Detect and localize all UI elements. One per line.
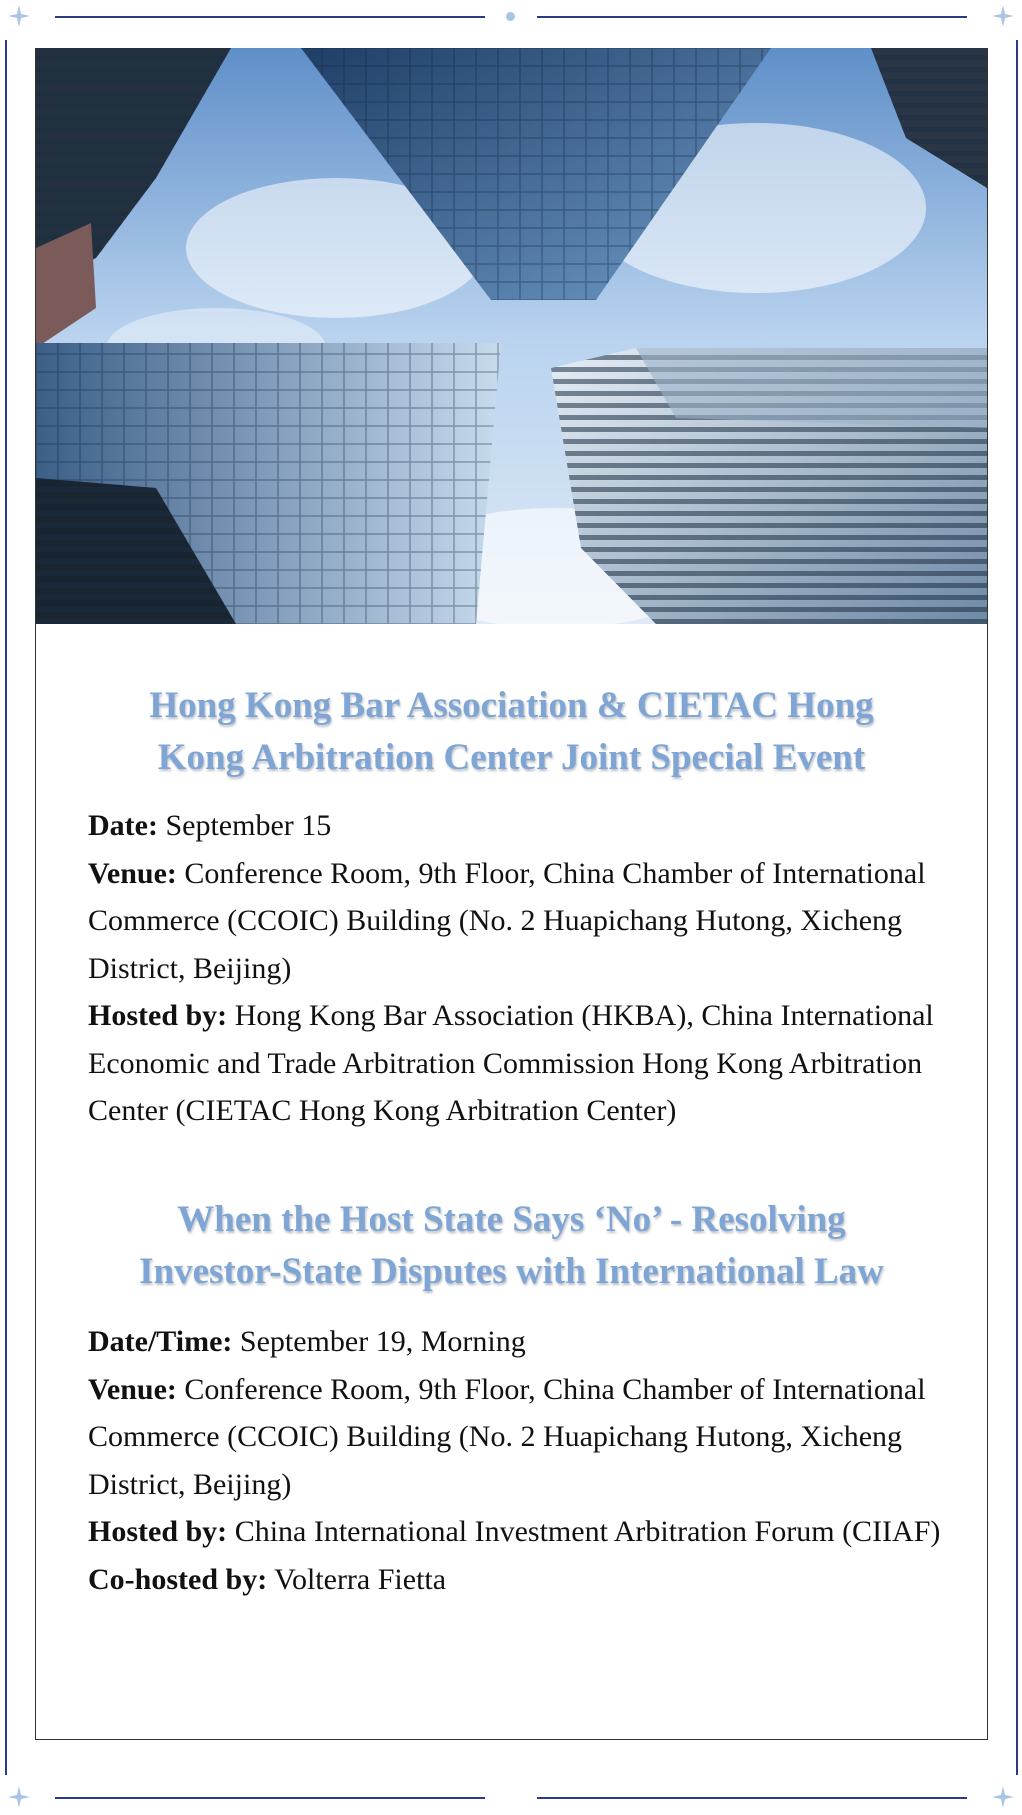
field-value: September 19, Morning	[239, 1325, 526, 1358]
field-value: Hong Kong Bar Association (HKBA), China International Economic and Trade Arbitration Commission Hong Kong Arbitration Center (CIETAC Hong Kong Arbitration Center)	[88, 999, 934, 1127]
field-value: Conference Room, 9th Floor, China Chamber of International Commerce (CCOIC) Building (No. 2 Huapichang Hutong, Xicheng District, Beijing)	[88, 1372, 926, 1501]
frame-bottom-right-rule	[537, 1797, 967, 1799]
hero-skyscraper-image	[36, 48, 987, 624]
field-label: Date:	[88, 809, 158, 842]
frame-top-left-rule	[55, 16, 485, 18]
field-value: September 15	[165, 809, 332, 842]
field-label: Hosted by:	[88, 999, 228, 1032]
content-card	[35, 48, 988, 1740]
frame-top-right-rule	[537, 16, 967, 18]
event-2-venue	[88, 1366, 948, 1509]
event-2-datetime	[88, 1318, 948, 1366]
corner-star-icon	[8, 5, 30, 27]
event-1-date	[88, 802, 948, 850]
field-label: Date/Time:	[88, 1325, 233, 1358]
frame-left-rule	[5, 40, 7, 1775]
field-value: China International Investment Arbitration Forum (CIIAF)	[234, 1515, 941, 1548]
frame-bottom-left-rule	[55, 1797, 485, 1799]
event-2-cohost	[88, 1556, 948, 1604]
event-2-host	[88, 1508, 948, 1556]
field-label: Venue:	[88, 1372, 177, 1406]
corner-star-icon	[8, 1786, 30, 1808]
event-1-venue	[88, 850, 948, 993]
event-1-host	[88, 992, 948, 1135]
corner-star-icon	[992, 5, 1014, 27]
corner-star-icon	[992, 1786, 1014, 1808]
frame-top-dot	[506, 12, 515, 21]
field-label: Co-hosted by:	[88, 1562, 268, 1596]
event-1-details	[88, 802, 948, 1135]
event-2-details	[88, 1318, 948, 1603]
field-value: Conference Room, 9th Floor, China Chamber of International Commerce (CCOIC) Building (No. 2 Huapichang Hutong, Xicheng District, Beijing)	[88, 856, 926, 985]
field-label: Hosted by:	[88, 1515, 228, 1548]
field-label: Venue:	[88, 856, 177, 890]
frame-right-rule	[1016, 40, 1018, 1775]
field-value: Volterra Fietta	[274, 1562, 447, 1596]
event-1-title: Hong Kong Bar Association & CIETAC Hong Kong Arbitration Center Joint Special Event	[149, 685, 874, 778]
event-2-title: When the Host State Says ‘No’ - Resolving Investor-State Disputes with International Law	[139, 1199, 884, 1292]
